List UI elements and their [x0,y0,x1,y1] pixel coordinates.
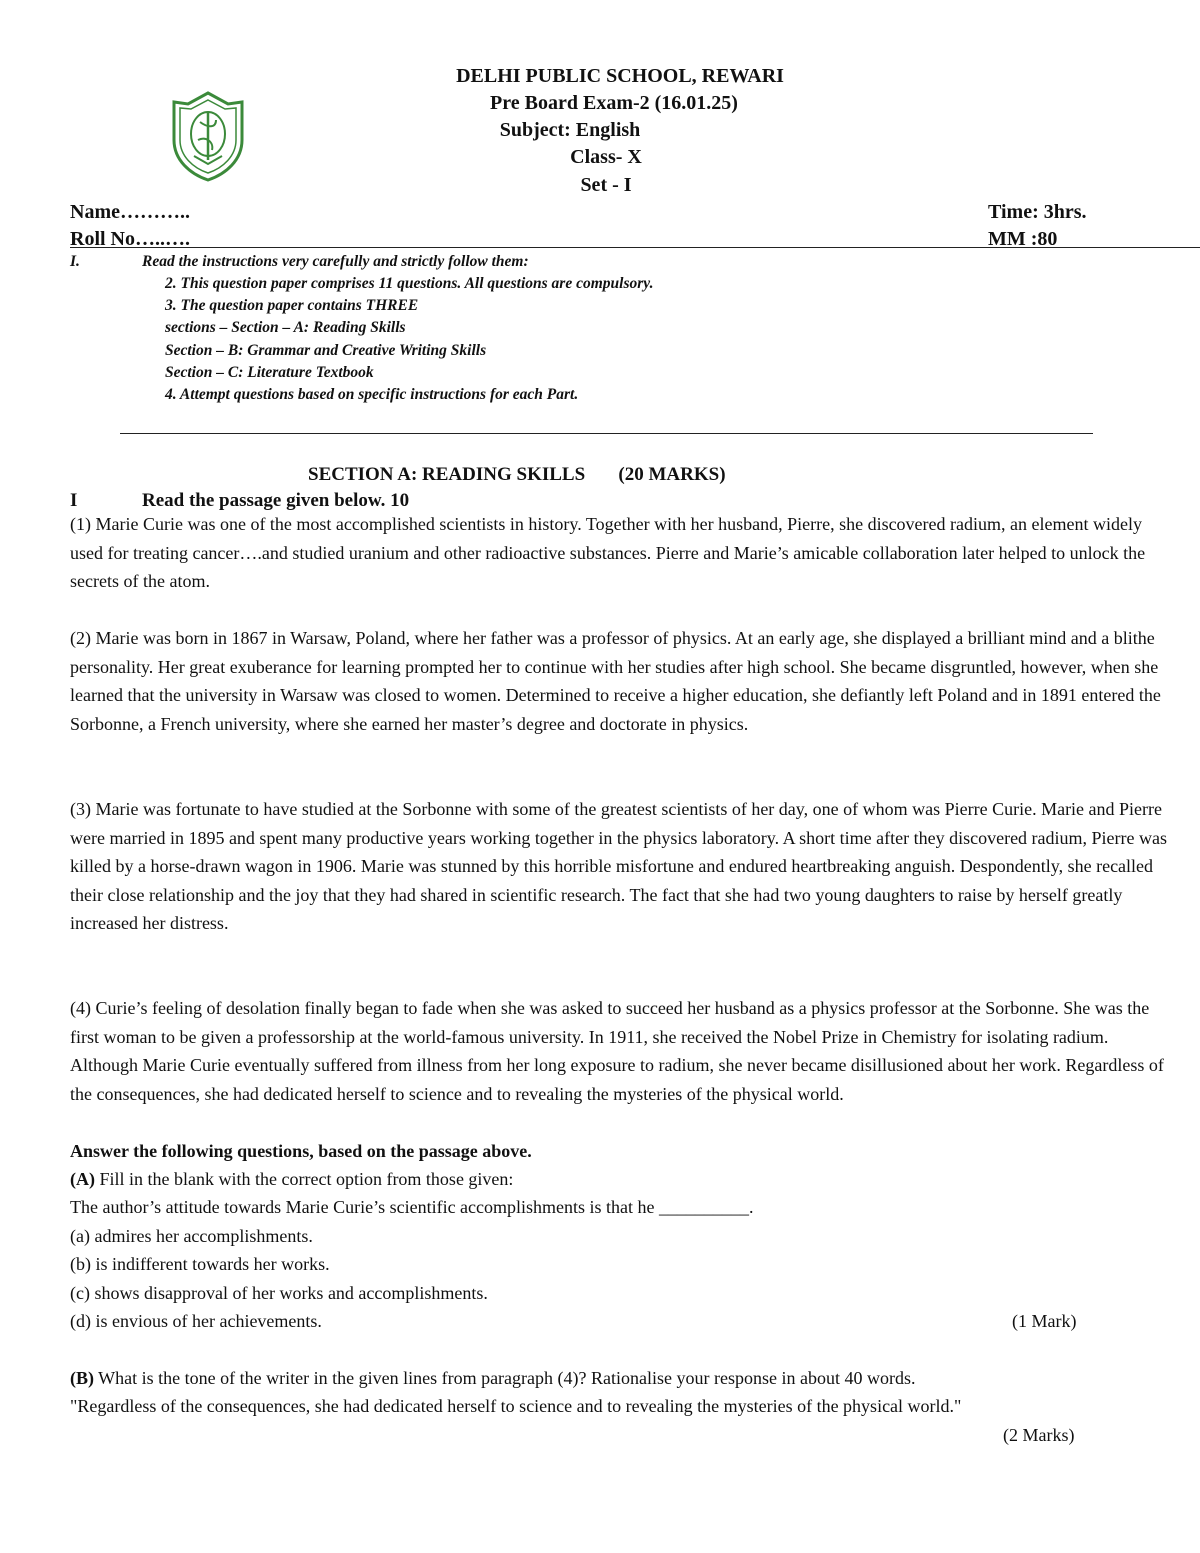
set-line: Set - I [580,174,632,196]
question-a-label: (A) [70,1169,95,1189]
question-b [70,1364,915,1392]
time-label: Time: 3hrs. [988,201,1087,223]
class-line: Class- X [570,146,642,168]
max-marks-label: MM :80 [988,228,1058,250]
option-a: (a) admires her accomplishments. [70,1226,313,1246]
answer-instruction: Answer the following questions, based on the passage above. [70,1141,532,1161]
name-label: Name……….. [70,201,190,223]
instruction-item: 2. This question paper comprises 11 questions. All questions are compulsory. [165,275,654,292]
question-a-text: Fill in the blank with the correct option from those given: [95,1169,514,1189]
passage-paragraph-4: (4) Curie’s feeling of desolation finally began to fade when she was asked to succeed her husband as a physics professor at the Sorbonne. She was the first woman to be given a professorship at the world-famous university. In 1911, she received the Nobel Prize in Chemistry for isolating radium. Although Marie Curie eventually suffered from illness from her long exposure to radium, she never became disillusioned about her work. Regardless of the consequences, she had dedicated herself to science and to revealing the mysteries of the physical world. [70,998,1164,1104]
passage-paragraph-2: (2) Marie was born in 1867 in Warsaw, Poland, where her father was a professor of physics. At an early age, she displayed a brilliant mind and a blithe personality. Her great exuberance for learning prompted her to continue with her studies after high school. She became disgruntled, however, when she learned that the university in Warsaw was closed to women. Determined to receive a higher education, she defiantly left Poland and in 1891 entered the Sorbonne, a French university, where she earned her master’s degree and doctorate in physics. [70,628,1161,734]
header-divider [70,247,1200,248]
instruction-item: 4. Attempt questions based on specific instructions for each Part. [165,386,579,403]
instructions-number: I. [70,253,80,270]
subject-line: Subject: English [499,119,641,141]
school-name: DELHI PUBLIC SCHOOL, REWARI [456,65,784,87]
question-b-quote: "Regardless of the consequences, she had dedicated herself to science and to revealing the mysteries of the physical world." [70,1396,962,1416]
option-c: (c) shows disapproval of her works and accomplishments. [70,1283,488,1303]
instructions-heading: Read the instructions very carefully and strictly follow them: [142,253,529,270]
passage-paragraph-3: (3) Marie was fortunate to have studied at the Sorbonne with some of the greatest scientists of her day, one of whom was Pierre Curie. Marie and Pierre were married in 1895 and spent many productive years working together in the physics laboratory. A short time after they discovered radium, Pierre was killed by a horse-drawn wagon in 1906. Marie was stunned by this horrible misfortune and endured heartbreaking anguish. Despondently, she recalled their close relationship and the joy that they had shared in scientific research. The fact that she had two young daughters to raise by herself greatly increased her distress. [70,799,1168,933]
option-d: (d) is envious of her achievements. [70,1311,322,1331]
instruction-item: 3. The question paper contains THREE [165,297,419,314]
question-a-stem: The author’s attitude towards Marie Curie’s scientific accomplishments is that he __________. [70,1197,754,1217]
instructions-divider [120,433,1093,434]
instruction-item: sections – Section – A: Reading Skills [165,319,406,336]
question-a [70,1165,513,1193]
instruction-item: Section – C: Literature Textbook [165,364,374,381]
exam-title: Pre Board Exam-2 (16.01.25) [490,92,738,114]
question-b-text: What is the tone of the writer in the given lines from paragraph (4)? Rationalise your response in about 40 words. [94,1368,916,1388]
passage-paragraph-1: (1) Marie Curie was one of the most accomplished scientists in history. Together with her husband, Pierre, she discovered radium, an element widely used for treating cancer….and studied uranium and other radioactive substances. Pierre and Marie’s amicable collaboration later helped to unlock the secrets of the atom. [70,514,1146,591]
question-heading: Read the passage given below. 10 [142,490,410,511]
question-b-marks: (2 Marks) [1003,1425,1075,1445]
instruction-item: Section – B: Grammar and Creative Writing Skills [165,342,487,359]
option-b: (b) is indifferent towards her works. [70,1254,330,1274]
question-a-marks: (1 Mark) [1012,1311,1077,1331]
roll-label: Roll No…..…. [70,228,190,250]
question-b-label: (B) [70,1368,94,1388]
section-title: SECTION A: READING SKILLS (20 MARKS) [308,464,726,485]
question-number: I [70,490,78,511]
